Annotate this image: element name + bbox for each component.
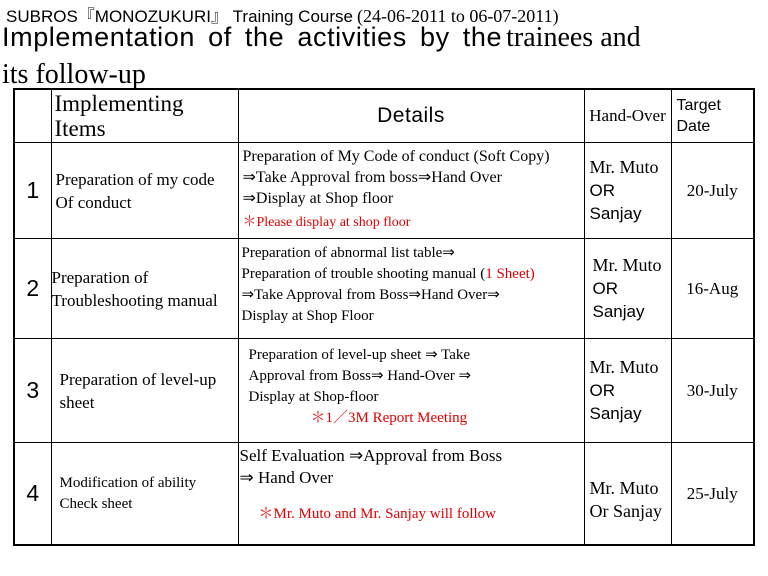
- handover-line: Mr. Muto: [589, 477, 659, 498]
- details-note: ＊1／3M Report Meeting: [310, 410, 468, 426]
- table-row: [14, 443, 754, 546]
- details-line: ⇒ Hand Over: [239, 468, 334, 487]
- details-cell: [238, 339, 584, 443]
- handover-line: Mr. Muto: [589, 357, 659, 377]
- details-line: Approval from Boss⇒ Hand-Over ⇒: [248, 368, 472, 384]
- details-line: Display at Shop Floor: [241, 308, 374, 324]
- item-line2: sheet: [59, 392, 95, 412]
- details-line-highlight: 1 Sheet): [485, 266, 535, 282]
- details-line: Preparation of level-up sheet ⇒ Take: [248, 347, 471, 363]
- title-part1: Implementation of the activities by the: [2, 22, 503, 52]
- header-item-line1: Implementing: [54, 91, 184, 116]
- handover-line: Sanjay: [589, 404, 642, 423]
- handover-line: Or Sanjay: [589, 500, 662, 521]
- details-line: ⇒Display at Shop floor: [242, 190, 394, 207]
- activity-table: [13, 88, 755, 546]
- handover-cell: [584, 443, 671, 546]
- header-handover-cell: [584, 89, 671, 143]
- details-line: Preparation of abnormal list table⇒: [241, 245, 455, 261]
- handover-line: Sanjay: [592, 302, 645, 321]
- course-dates: (24-06-2011 to 06-07-2011): [357, 6, 559, 26]
- details-note: ＊Mr. Muto and Mr. Sanjay will follow: [258, 506, 496, 522]
- handover-line: Sanjay: [589, 204, 642, 223]
- details-line: [242, 264, 584, 285]
- page-title: [2, 22, 641, 54]
- row-number: 1: [14, 143, 51, 239]
- title-part2: trainees and: [506, 22, 641, 53]
- item-cell: [51, 443, 238, 546]
- details-cell: [238, 143, 584, 239]
- item-line2: Check sheet: [59, 495, 133, 512]
- details-line-part: Preparation of trouble shooting manual (: [241, 266, 486, 282]
- item-line2: Troubleshooting manual: [51, 290, 218, 310]
- item-line1: Modification of ability: [59, 474, 197, 491]
- details-line: ⇒Take Approval from Boss⇒Hand Over⇒: [241, 287, 500, 303]
- item-line2: Of conduct: [55, 192, 132, 212]
- handover-line: Mr. Muto: [592, 255, 662, 275]
- header-target-line2: Date: [676, 118, 711, 135]
- header-details: Details: [377, 104, 445, 127]
- details-line: Preparation of My Code of conduct (Soft Copy): [242, 148, 550, 165]
- header-target-cell: [671, 89, 754, 143]
- handover-line: OR: [589, 381, 615, 400]
- target-date: 25-July: [671, 443, 754, 546]
- header-num-cell: [14, 89, 51, 143]
- handover-line: Mr. Muto: [589, 157, 659, 177]
- row-number: 4: [14, 443, 51, 546]
- item-cell: [51, 239, 238, 339]
- target-date: 30-July: [671, 339, 754, 443]
- handover-line: OR: [589, 181, 615, 200]
- item-line1: Preparation of: [51, 267, 149, 287]
- item-line1: Preparation of my code: [55, 169, 215, 189]
- course-name: SUBROS『MONOZUKURI』 Training Course: [6, 7, 353, 26]
- handover-line: OR: [592, 279, 618, 298]
- table-row: [14, 239, 754, 339]
- item-cell: [51, 339, 238, 443]
- details-note: ＊Please display at shop floor: [242, 215, 411, 230]
- header-handover: Hand-Over: [589, 106, 666, 125]
- table-header-row: [14, 89, 754, 143]
- title-line2: its follow-up: [2, 59, 146, 90]
- handover-cell: [584, 239, 671, 339]
- row-number: 3: [14, 339, 51, 443]
- details-cell: [238, 443, 584, 546]
- item-cell: [51, 143, 238, 239]
- target-date: 16-Aug: [671, 239, 754, 339]
- header-items-cell: [51, 89, 238, 143]
- item-line1: Preparation of level-up: [59, 369, 217, 389]
- table-row: [14, 339, 754, 443]
- details-line: ⇒Take Approval from boss⇒Hand Over: [242, 169, 502, 186]
- row-number: 2: [14, 239, 51, 339]
- details-line: Display at Shop-floor: [248, 389, 379, 405]
- header-details-cell: [238, 89, 584, 143]
- details-line: Self Evaluation ⇒Approval from Boss: [239, 446, 503, 465]
- table-row: [14, 143, 754, 239]
- details-cell: [238, 239, 584, 339]
- target-date: 20-July: [671, 143, 754, 239]
- handover-cell: [584, 143, 671, 239]
- header-item-line2: Items: [54, 116, 106, 141]
- handover-cell: [584, 339, 671, 443]
- header-target-line1: Target: [676, 97, 721, 114]
